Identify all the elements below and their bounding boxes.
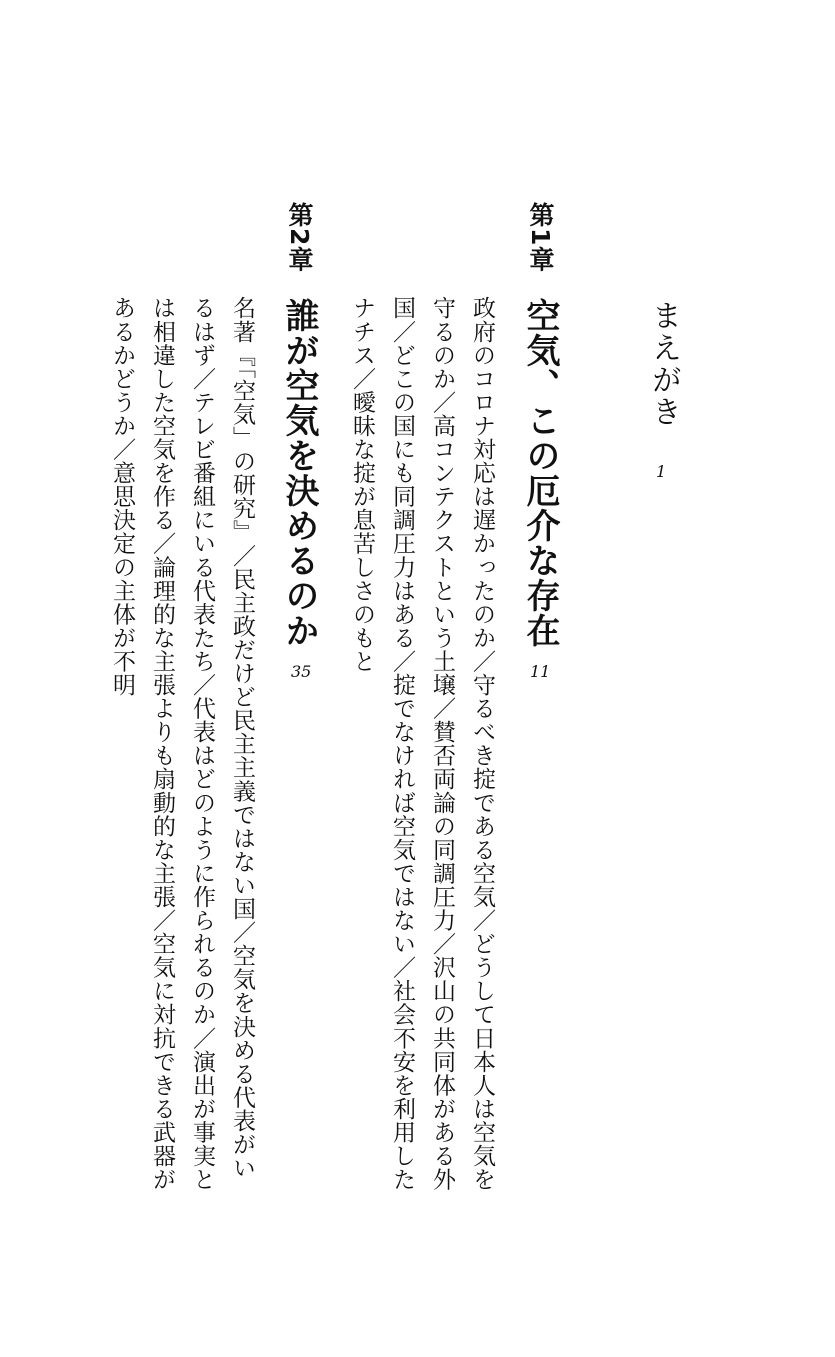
chapter-2-page-number: 35 (291, 662, 312, 681)
chapter-1-summary-line: 国／どこの国にも同調圧力はある／掟でなければ空気ではない／社会不安を利用した (389, 296, 415, 1191)
chapter-2-summary-line: るはず／テレビ番組にいる代表たち／代表はどのように作られるのか／演出が事実と (189, 296, 215, 1191)
chapter-1-page-number: 11 (530, 662, 551, 681)
preface-page-number: 1 (656, 462, 667, 481)
preface-title: まえがき (646, 300, 681, 428)
chapter-1-summary-line: 守るのか／高コンテクストという土壌／賛否両論の同調圧力／沢山の共同体がある外 (429, 296, 455, 1191)
chapter-2-summary-line: は相違した空気を作る／論理的な主張よりも扇動的な主張／空気に対抗できる武器が (149, 296, 175, 1191)
chapter-1-title: 空気、この厄介な存在 (520, 298, 560, 648)
chapter-1-summary-line: 政府のコロナ対応は遅かったのか／守るべき掟である空気／どうして日本人は空気を (469, 296, 495, 1191)
chapter-2-summary-line: あるかどうか／意思決定の主体が不明 (109, 296, 135, 697)
chapter-1-summary-line: ナチス／曖昧な掟が息苦しさのもと (349, 296, 375, 673)
chapter-2-label: 第2章 (285, 202, 314, 273)
chapter-1-label: 第1章 (526, 202, 555, 273)
chapter-2-title: 誰が空気を決めるのか (279, 298, 319, 648)
chapter-2-summary-line: 名著『「空気」の研究』／民主政だけど民主主義ではない国／空気を決める代表がい (229, 296, 255, 1180)
